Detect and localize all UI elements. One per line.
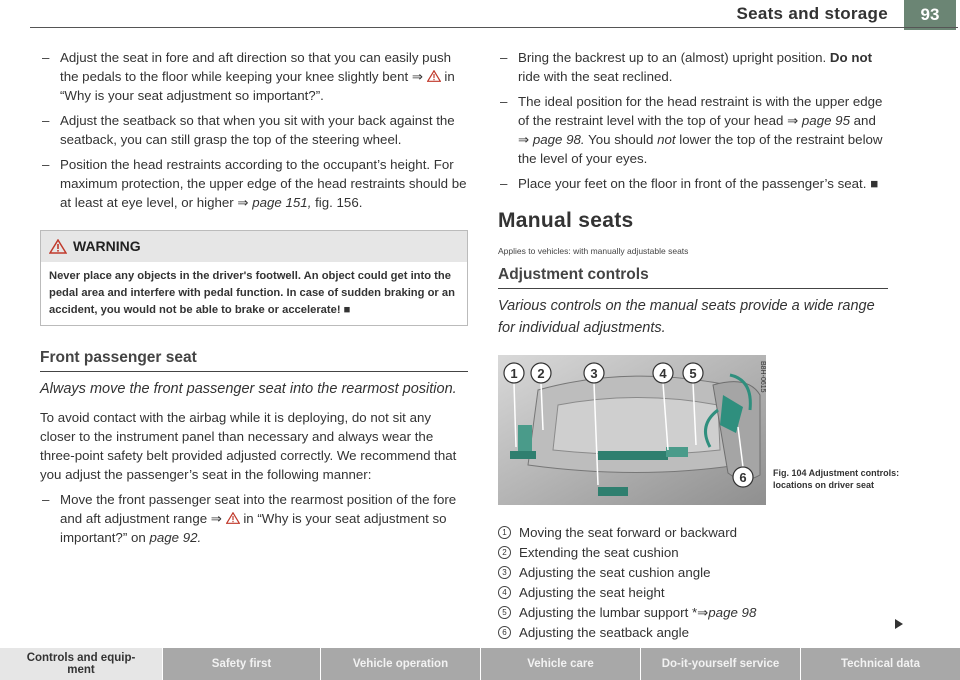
list-item: – Position the head restraints according to the occupant’s height. For maximum protection, the upper edge of the head restraints should be at least at eye level, or higher ⇒ page 151, fig. 156. xyxy=(40,155,468,212)
legend-item: 2 Extending the seat cushion xyxy=(498,543,888,562)
header-title: Seats and storage xyxy=(736,4,888,23)
next-page-arrow-icon[interactable] xyxy=(895,619,903,629)
tab-vehicle-operation[interactable]: Vehicle operation xyxy=(321,648,481,680)
legend-item: 4 Adjusting the seat height xyxy=(498,583,888,602)
seat-controls-figure xyxy=(498,355,900,505)
footer-nav xyxy=(0,648,960,680)
seat-illustration xyxy=(498,355,766,505)
warning-triangle-icon xyxy=(49,239,67,254)
warning-body: Never place any objects in the driver's footwell. An object could get into the pedal area and interfere with pedal function. In case of sudden braking or an accident, you would not be able to brake or accelerate! ■ xyxy=(49,270,455,316)
figure-caption: Fig. 104 Adjustment controls: locations on driver seat xyxy=(773,468,900,490)
warning-title: WARNING xyxy=(73,238,141,254)
legend-item: 6 Adjusting the seatback angle xyxy=(498,623,888,642)
page-link[interactable]: page 92. xyxy=(149,530,202,545)
figure-code: B8H-0615 xyxy=(759,361,766,393)
svg-text:1: 1 xyxy=(510,366,518,381)
callout-2 xyxy=(531,363,551,383)
paragraph: To avoid contact with the airbag while it is deploying, do not sit any closer to the instrument panel than necessary and always wear the three-point safety belt provided adjusted correctly. We recommend that you adjust the passenger’s seat in the following manner: xyxy=(40,410,457,482)
section-title: Manual seats xyxy=(498,209,634,232)
tab-vehicle-care[interactable]: Vehicle care xyxy=(481,648,641,680)
list-item: – Bring the backrest up to an (almost) upright position. Do not ride with the seat reclined. xyxy=(498,48,888,86)
tab-do-it-yourself-service[interactable]: Do-it-yourself service xyxy=(641,648,801,680)
section-heading: Adjustment controls xyxy=(498,265,888,289)
svg-text:2: 2 xyxy=(537,366,545,381)
page-link[interactable]: page 98 xyxy=(708,605,757,620)
legend-list xyxy=(498,523,888,642)
svg-text:3: 3 xyxy=(590,366,598,381)
lead-text: Always move the front passenger seat into the rearmost position. xyxy=(40,381,457,397)
tab-controls-and-equipment[interactable]: Controls and equip- ment xyxy=(0,648,163,680)
tab-safety-first[interactable]: Safety first xyxy=(163,648,321,680)
svg-text:6: 6 xyxy=(739,470,747,485)
page-link[interactable]: ⇒ page 151, xyxy=(237,195,312,210)
left-column xyxy=(40,48,468,553)
warning-triangle-icon xyxy=(427,70,441,82)
callout-4 xyxy=(653,363,673,383)
legend-item: 5 Adjusting the lumbar support *⇒ page 98 xyxy=(498,603,888,622)
header-rule xyxy=(30,27,958,28)
warning-box xyxy=(40,230,468,326)
lead-text: Various controls on the manual seats provide a wide range for individual adjustments. xyxy=(498,298,875,336)
callout-6 xyxy=(733,467,753,487)
page-link[interactable]: ⇒ page 98. xyxy=(518,132,585,147)
callout-5 xyxy=(683,363,703,383)
svg-text:5: 5 xyxy=(689,366,697,381)
applies-note: Applies to vehicles: with manually adjustable seats xyxy=(498,246,689,256)
legend-item: 3 Adjusting the seat cushion angle xyxy=(498,563,888,582)
svg-text:4: 4 xyxy=(659,366,667,381)
legend-item: 1 Moving the seat forward or backward xyxy=(498,523,888,542)
list-item: – Place your feet on the floor in front of the passenger’s seat. ■ xyxy=(498,174,888,193)
tab-technical-data[interactable]: Technical data xyxy=(801,648,960,680)
callout-3 xyxy=(584,363,604,383)
section-heading: Front passenger seat xyxy=(40,348,468,372)
list-item: – The ideal position for the head restraint is with the upper edge of the restraint level with the top of your head ⇒ page 95 and ⇒ page 98. You should not lower the top of the restraint below the level of your eyes. xyxy=(498,92,888,168)
list-item: – Move the front passenger seat into the rearmost position of the fore and aft adjustment range ⇒ in “Why is your seat adjustment so important?” on page 92. xyxy=(40,490,468,547)
right-column xyxy=(498,48,900,643)
list-item: – Adjust the seat in fore and aft direction so that you can easily push the pedals to the floor while keeping your knee slightly bent ⇒ in “Why is your seat adjustment so important?”. xyxy=(40,48,468,105)
page-link[interactable]: ⇒ page 95 xyxy=(787,113,850,128)
list-item: – Adjust the seatback so that when you sit with your back against the seatback, you can still grasp the top of the steering wheel. xyxy=(40,111,468,149)
page-number: 93 xyxy=(904,0,956,30)
callout-1 xyxy=(504,363,524,383)
warning-header xyxy=(41,231,467,262)
warning-triangle-icon xyxy=(226,512,240,524)
